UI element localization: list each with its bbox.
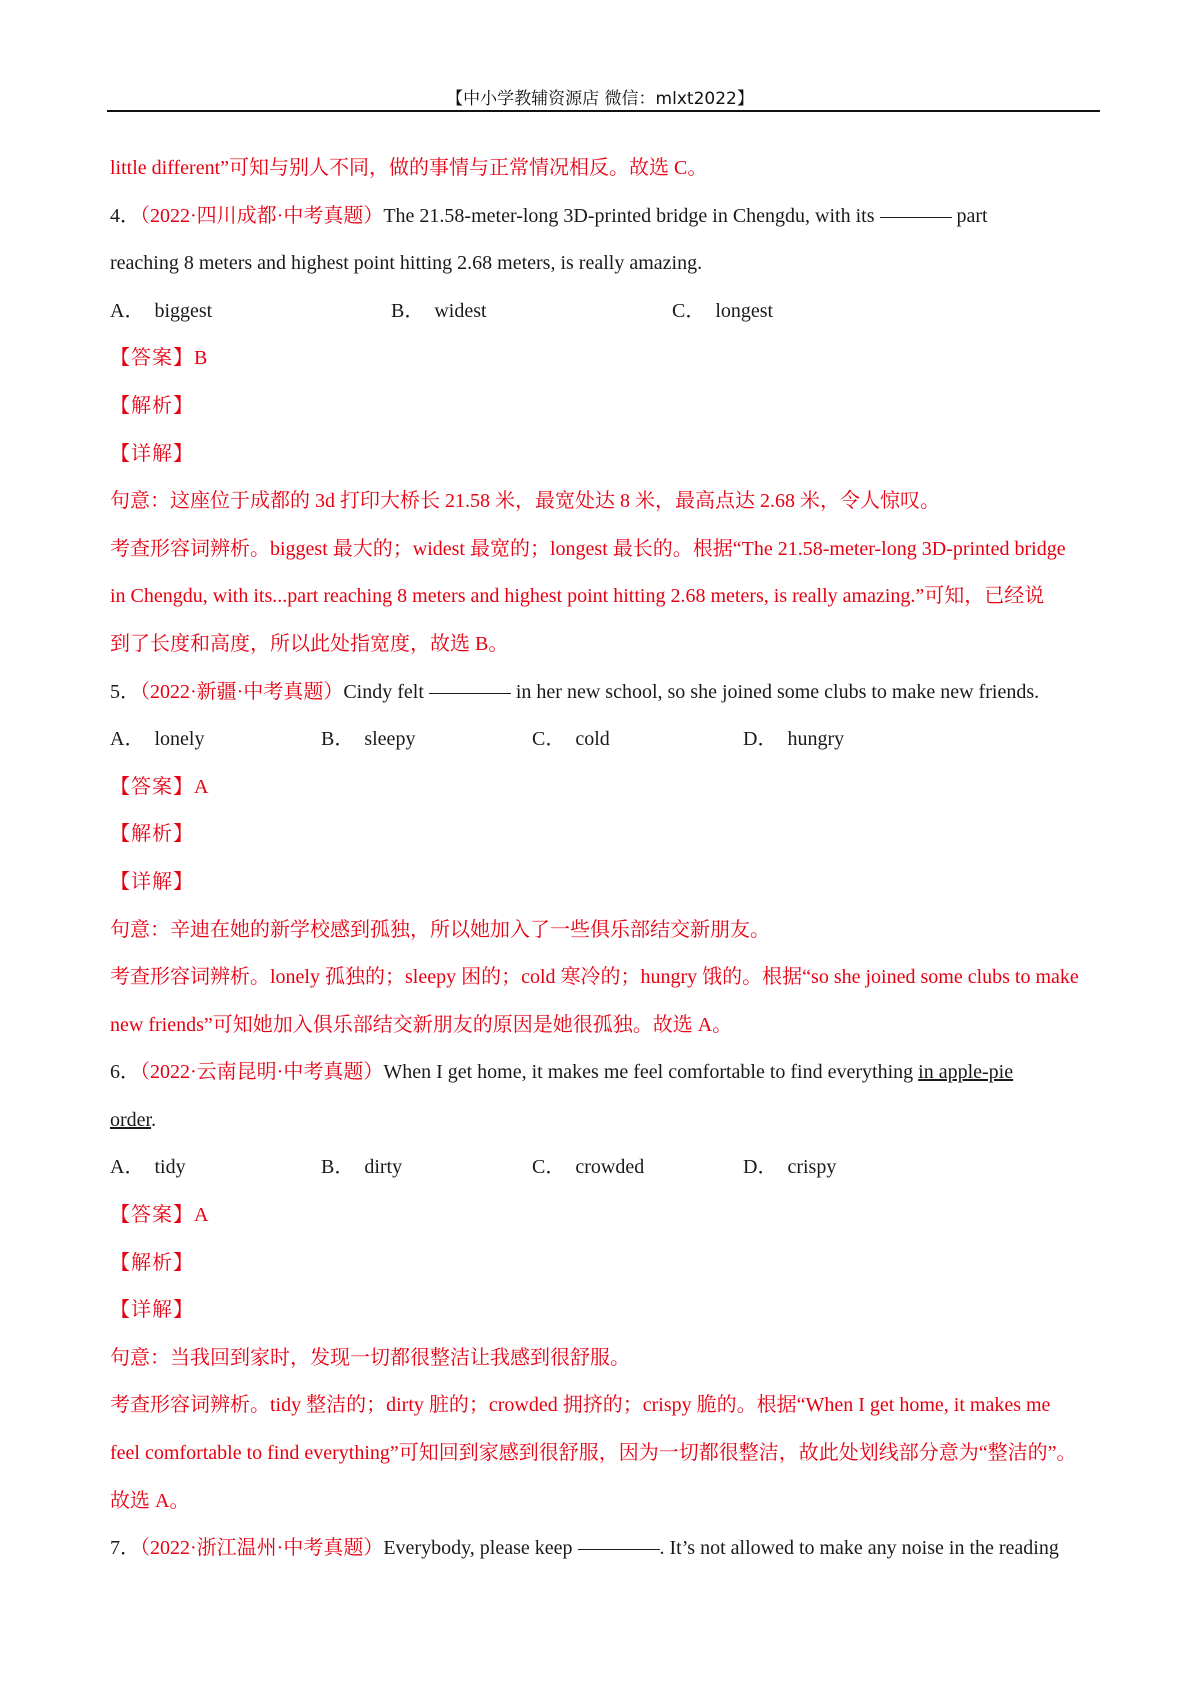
option-label: C．	[672, 299, 706, 322]
option-label: D．	[743, 1156, 778, 1179]
stem-text: The 21.58-meter-long 3D-printed bridge in Chengdu, with its	[383, 204, 880, 227]
question-5-detail-1: 句意：辛迪在她的新学校感到孤独，所以她加入了一些俱乐部结交新朋友。	[110, 918, 770, 941]
option-text: widest	[434, 299, 487, 322]
option-a	[110, 1144, 321, 1192]
option-b	[321, 1144, 532, 1192]
option-text: longest	[715, 299, 774, 322]
option-label: B．	[321, 1156, 355, 1179]
question-4-detail-4: 到了长度和高度，所以此处指宽度，故选 B。	[110, 632, 509, 655]
question-6-analysis-tag: 【解析】	[110, 1251, 194, 1274]
answer-blank	[880, 216, 952, 218]
option-d	[743, 716, 844, 764]
question-5-detail-3: new friends”可知她加入俱乐部结交新朋友的原因是她很孤独。故选 A。	[110, 1013, 733, 1036]
option-label: A．	[110, 1156, 145, 1179]
question-6-detail-tag: 【详解】	[110, 1299, 194, 1322]
answer-value: A	[194, 1204, 209, 1227]
option-label: C．	[532, 728, 566, 751]
question-4-detail-3: in Chengdu, with its...part reaching 8 meters and highest point hitting 2.68 meters, is really amazing.”可知，已经说	[110, 585, 1045, 608]
stem-text: .	[151, 1108, 157, 1131]
question-source: （2022·四川成都·中考真题）	[140, 204, 384, 227]
question-source: （2022·新疆·中考真题）	[140, 680, 344, 703]
option-text: biggest	[154, 299, 213, 322]
question-5-stem	[110, 669, 1100, 717]
document-body	[110, 145, 1100, 1573]
question-4-detail-tag: 【详解】	[110, 442, 194, 465]
page-header: 【中小学教辅资源店 微信：mlxt2022】	[446, 89, 754, 109]
question-5-detail-tag: 【详解】	[110, 870, 194, 893]
answer-tag: 【答案】	[110, 1204, 194, 1227]
underlined-phrase: in apple-pie	[918, 1061, 1014, 1084]
answer-tag: 【答案】	[110, 347, 194, 370]
option-label: D．	[743, 728, 778, 751]
option-label: B．	[391, 299, 425, 322]
option-text: tidy	[154, 1156, 186, 1179]
question-6-detail-1: 句意：当我回到家时，发现一切都很整洁让我感到很舒服。	[110, 1346, 630, 1369]
question-5-options	[110, 716, 1100, 764]
answer-value: A	[194, 775, 209, 798]
option-text: crispy	[787, 1156, 837, 1179]
question-4-answer	[110, 335, 1100, 383]
header-rule	[107, 110, 1100, 112]
option-text: cold	[575, 728, 610, 751]
stem-text: part	[951, 204, 988, 227]
question-6-stem	[110, 1049, 1100, 1097]
option-text: hungry	[787, 728, 845, 751]
question-number: 5．	[110, 680, 140, 703]
question-source: （2022·浙江温州·中考真题）	[140, 1537, 384, 1560]
option-text: crowded	[575, 1156, 645, 1179]
option-a	[110, 716, 321, 764]
option-c	[672, 288, 773, 336]
question-4-detail-1: 句意：这座位于成都的 3d 打印大桥长 21.58 米，最宽处达 8 米，最高点达 2.68 米，令人惊叹。	[110, 490, 940, 513]
option-label: C．	[532, 1156, 566, 1179]
question-5-answer	[110, 764, 1100, 812]
answer-blank	[429, 692, 511, 694]
prev-answer-tail: little different”可知与别人不同，做的事情与正常情况相反。故选 C。	[110, 157, 708, 179]
option-text: sleepy	[364, 728, 416, 751]
stem-text: Cindy felt	[343, 680, 429, 703]
question-6-stem-cont	[110, 1097, 1100, 1145]
question-5-analysis-tag: 【解析】	[110, 823, 194, 846]
question-4-stem	[110, 193, 1100, 241]
option-c	[532, 1144, 743, 1192]
question-5-detail-2: 考查形容词辨析。lonely 孤独的；sleepy 困的；cold 寒冷的；hungry 饿的。根据“so she joined some clubs to make	[110, 966, 1079, 989]
stem-text: Everybody, please keep	[383, 1537, 578, 1560]
question-source: （2022·云南昆明·中考真题）	[140, 1061, 384, 1084]
question-4-analysis-tag: 【解析】	[110, 394, 194, 417]
option-label: A．	[110, 728, 145, 751]
underlined-phrase: order	[110, 1108, 152, 1131]
option-text: lonely	[154, 728, 205, 751]
option-label: A．	[110, 299, 145, 322]
question-6-options	[110, 1144, 1100, 1192]
stem-text: When I get home, it makes me feel comfortable to find everything	[383, 1061, 919, 1084]
stem-text: . It’s not allowed to make any noise in the reading	[659, 1537, 1059, 1560]
question-number: 4．	[110, 204, 140, 227]
option-text: dirty	[364, 1156, 403, 1179]
question-6-detail-2: 考查形容词辨析。tidy 整洁的；dirty 脏的；crowded 拥挤的；crispy 脆的。根据“When I get home, it makes me	[110, 1394, 1051, 1417]
question-6-answer	[110, 1192, 1100, 1240]
option-b	[391, 288, 672, 336]
answer-value: B	[194, 347, 208, 370]
question-6-detail-4: 故选 A。	[110, 1489, 190, 1512]
answer-tag: 【答案】	[110, 775, 194, 798]
question-4-stem-cont: reaching 8 meters and highest point hitting 2.68 meters, is really amazing.	[110, 252, 703, 275]
question-4-detail-2: 考查形容词辨析。biggest 最大的；widest 最宽的；longest 最长的。根据“The 21.58-meter-long 3D-printed bridge	[110, 537, 1066, 560]
option-a	[110, 288, 391, 336]
option-label: B．	[321, 728, 355, 751]
option-c	[532, 716, 743, 764]
option-d	[743, 1144, 836, 1192]
question-4-options	[110, 288, 1100, 336]
question-7-stem	[110, 1525, 1100, 1573]
question-6-detail-3: feel comfortable to find everything”可知回到家感到很舒服，因为一切都很整洁，故此处划线部分意为“整洁的”。	[110, 1442, 1077, 1465]
question-number: 6．	[110, 1061, 140, 1084]
option-b	[321, 716, 532, 764]
answer-blank	[578, 1548, 660, 1550]
stem-text: in her new school, so she joined some clubs to make new friends.	[510, 680, 1040, 703]
question-number: 7．	[110, 1537, 140, 1560]
